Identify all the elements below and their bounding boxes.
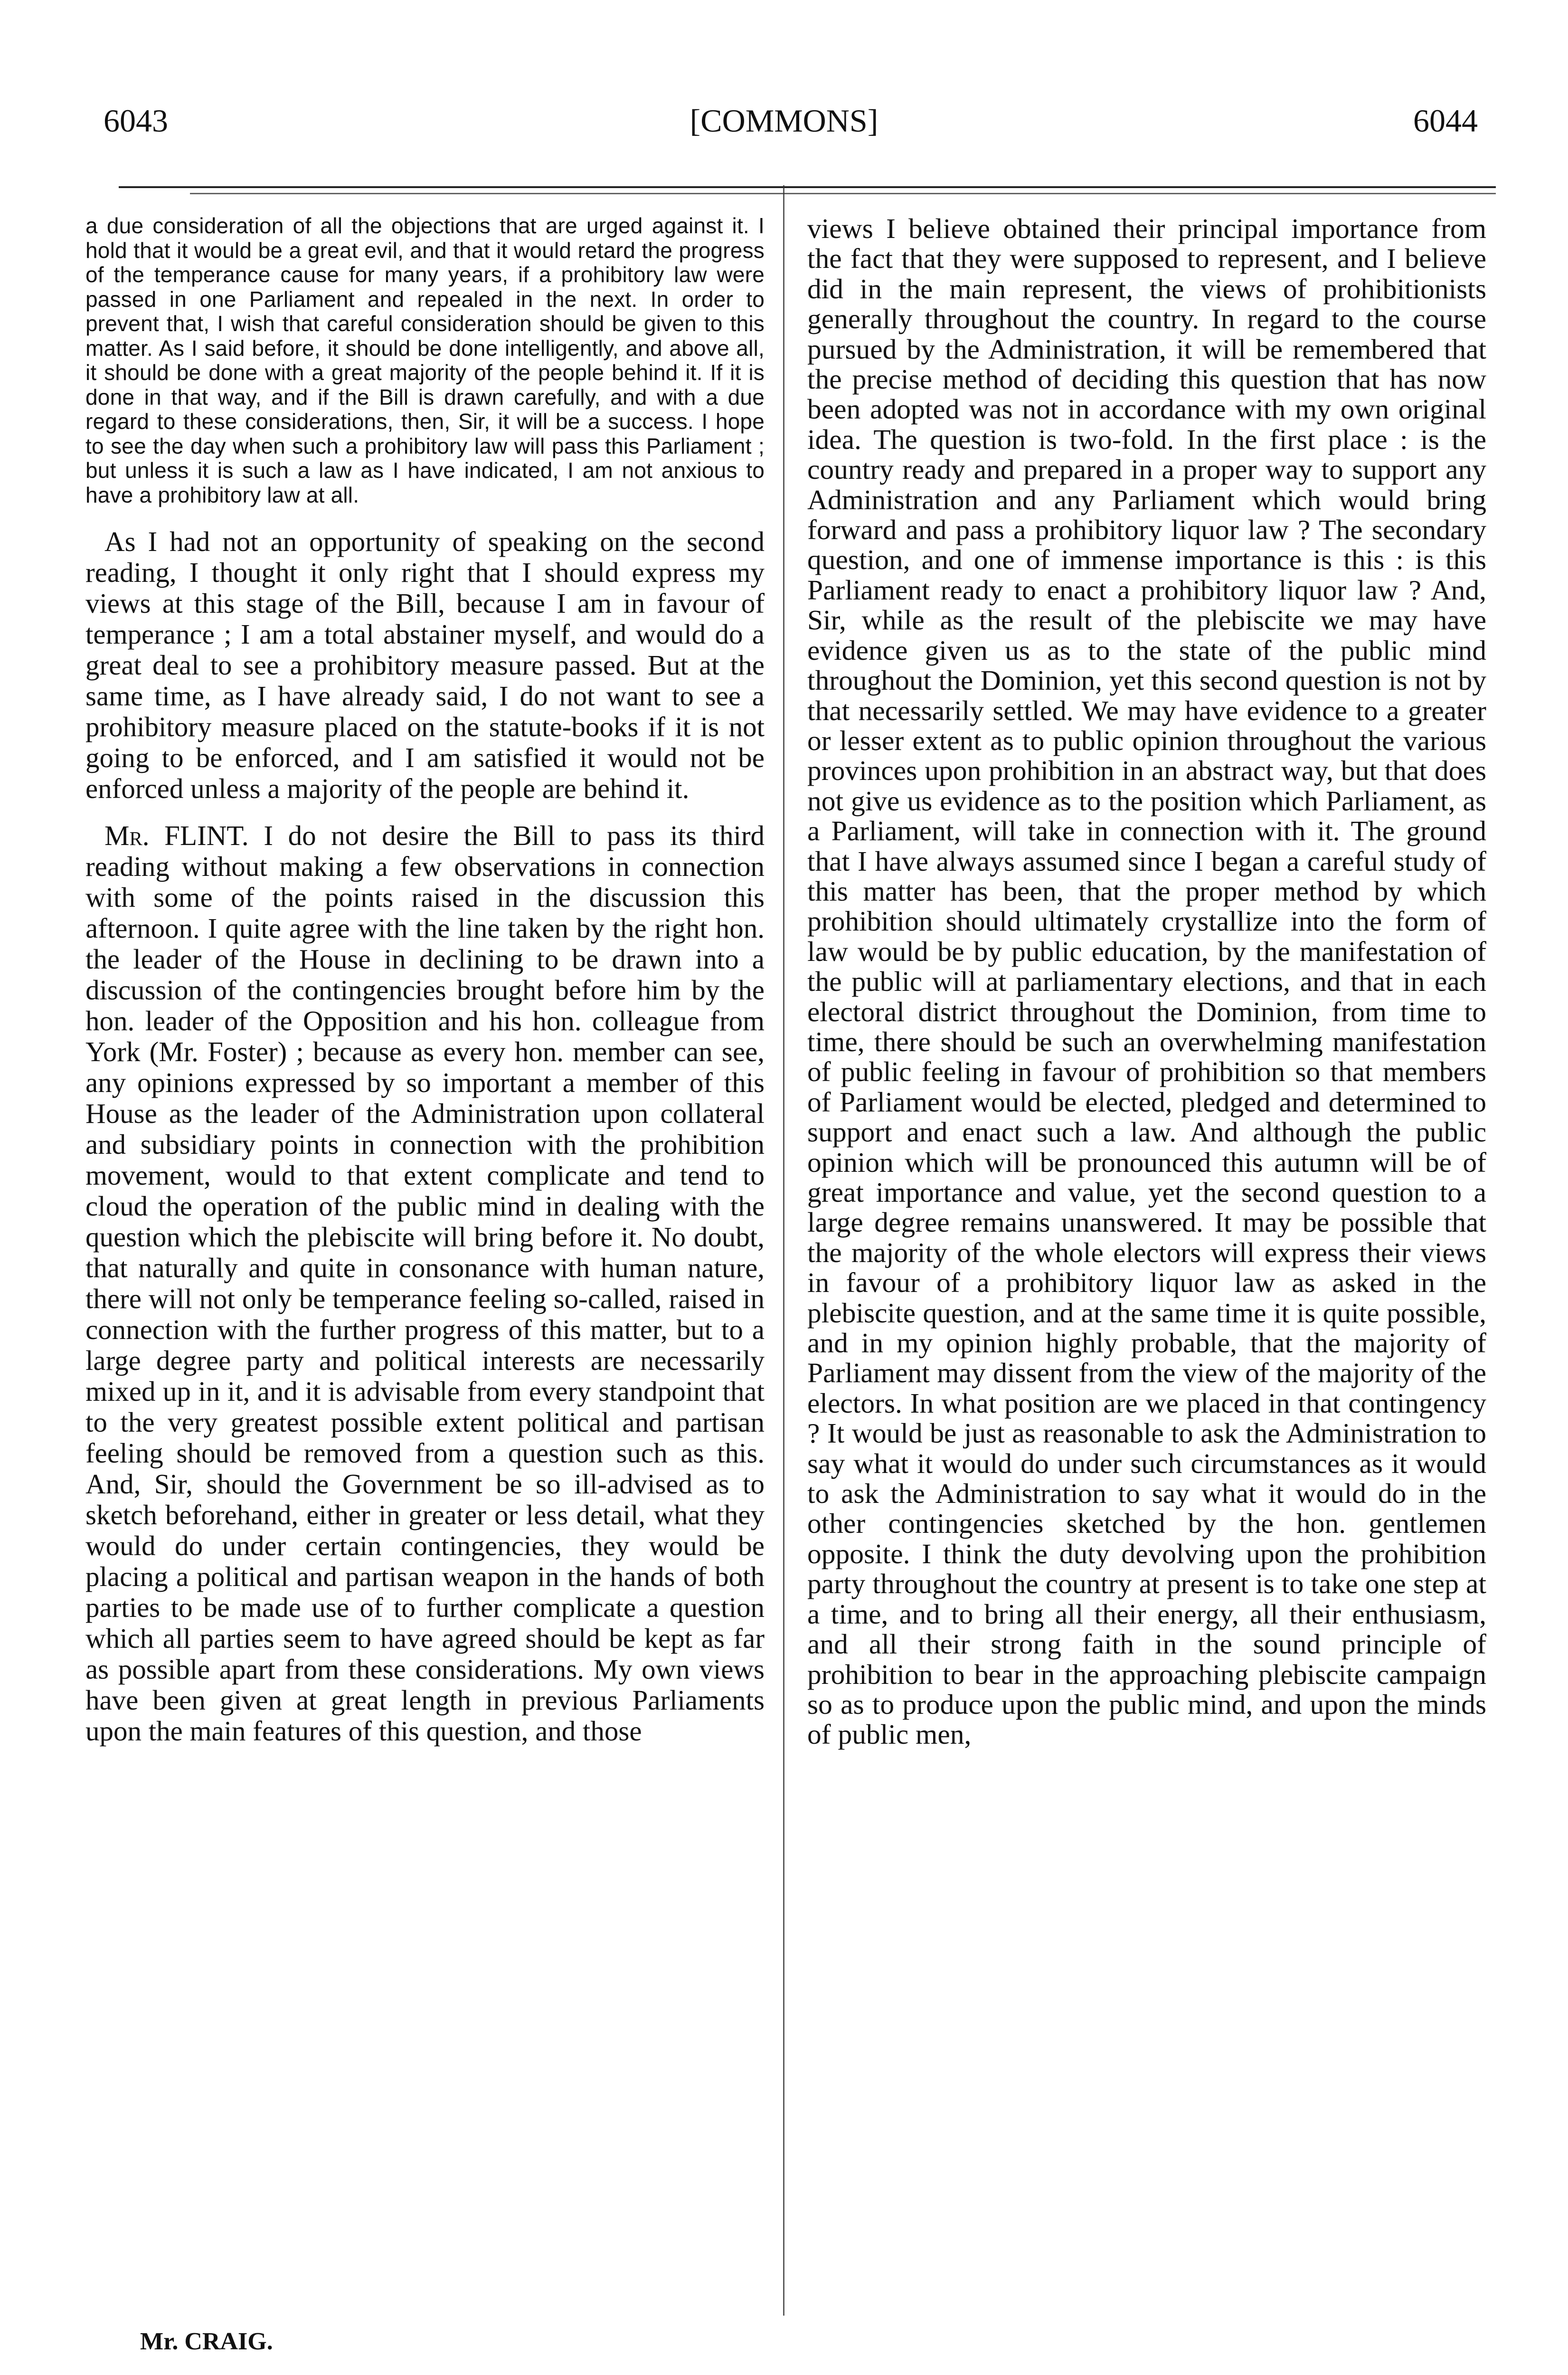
page-number-right: 6044 bbox=[1413, 103, 1478, 139]
page-number-left: 6043 bbox=[104, 103, 168, 139]
column-divider bbox=[783, 185, 784, 2316]
left-column bbox=[85, 214, 765, 1763]
left-paragraph-3 bbox=[85, 820, 765, 1747]
page-header bbox=[0, 93, 1568, 150]
left-paragraph-2: As I had not an opportunity of speaking on the second reading, I thought it only right that I should express my views at this stage of the Bill, because I am in favour of temperance ; I am a total abstainer myself, and would do a great deal to see a prohibitory measure passed. But at the same time, as I have already said, I do not want to see a prohibitory measure placed on the statute-books if it is not going to be enforced, and I am satisfied it would not be enforced unless a majority of the people are behind it. bbox=[85, 526, 765, 804]
right-paragraph-1: views I believe obtained their principal importance from the fact that they were supposed to represent, and I believe did in the main represent, the views of prohibitionists generally throughout the country. In regard to the course pursued by the Administration, it will be remembered that the precise method of deciding this question that has now been adopted was not in accordance with my own original idea. The question is two-fold. In the first place : is the country ready and prepared in a proper way to support any Administration and any Parliament which would bring forward and pass a prohibitory liquor law ? The secondary question, and one of immense importance is this : is this Parliament ready to enact a prohibitory liquor law ? And, Sir, while as the result of the plebiscite we may have evidence given us as to the state of the public mind throughout the Dominion, yet this second question is not by that necessarily settled. We may have evidence to a greater or lesser extent as to public opinion throughout the various provinces upon prohibition in an abstract way, but that does not give us evidence as to the position which Parliament, as a Parliament, will take in connection with it. The ground that I have always assumed since I began a careful study of this matter has been, that the proper method by which prohibition should ultimately crystallize into the form of law would be by public education, by the manifestation of the public will at parliamentary elections, and that in each electoral district throughout the Dominion, from time to time, there should be such an overwhelming manifestation of public feeling in favour of prohibition so that members of Parliament would be elected, pledged and determined to support and enact such a law. And although the public opinion which will be pronounced this autumn will be of great importance and value, yet the second question to a large degree remains unanswered. It may be possible that the majority of the whole electors will express their views in favour of a prohibitory liquor law as asked in the plebiscite question, and at the same time it is quite possible, and in my opinion highly probable, that the majority of Parliament may dissent from the view of the majority of the electors. In what position are we placed in that contingency ? It would be just as reasonable to ask the Administration to say what it would do under such circumstances as it would to ask the Administration to say what it would do in the other contingencies sketched by the hon. gentlemen opposite. I think the duty devolving upon the prohibition party throughout the country at present is to take one step at a time, and to bring all their energy, all their enthusiasm, and all their strong faith in the sound principle of prohibition to bear in the approaching plebiscite campaign so as to produce upon the public mind, and upon the minds of public men, bbox=[807, 213, 1486, 1750]
right-column bbox=[807, 214, 1486, 1750]
running-title: [COMMONS] bbox=[690, 103, 878, 139]
header-rule-secondary bbox=[190, 193, 1496, 194]
left-paragraph-1: a due consideration of all the objections that are urged against it. I hold that it would be a great evil, and that it would retard the progress of the temperance cause for many years, if a prohibitory law were passed in one Parliament and repealed in the next. In order to prevent that, I wish that careful consideration should be given to this matter. As I said before, it should be done intelligently, and above all, it should be done with a great majority of the people behind it. If it is done in that way, and if the Bill is drawn carefully, and with a due regard to these considerations, then, Sir, it will be a success. I hope to see the day when such a prohibitory law will pass this Parliament ; but unless it is such a law as I have indicated, I am not anxious to have a prohibitory law at all. bbox=[85, 213, 765, 507]
running-footer: Mr. CRAIG. bbox=[140, 2328, 273, 2355]
speaker-name: Mr. FLINT. bbox=[104, 820, 249, 851]
header-rule bbox=[119, 186, 1496, 188]
speech-text: I do not desire the Bill to pass its third reading without making a few observations in connection with some of the points raised in the discussion this afternoon. I quite agree with the line taken by the right hon. the leader of the House in declining to be drawn into a discussion of the contingencies brought before him by the hon. leader of the Opposition and his hon. colleague from York (Mr. Foster) ; because as every hon. member can see, any opinions expressed by so important a member of this House as the leader of the Administration upon collateral and subsidiary points in connection with the prohibition movement, would to that extent complicate and tend to cloud the operation of the public mind in dealing with the question which the plebiscite will bring before it. No doubt, that naturally and quite in consonance with human nature, there will not only be temperance feeling so-called, raised in connection with the further progress of this matter, but to a large degree party and political interests are necessarily mixed up in it, and it is advisable from every standpoint that to the very greatest possible extent political and partisan feeling should be removed from a question such as this. And, Sir, should the Government be so ill-advised as to sketch beforehand, either in greater or less detail, what they would do under certain contingencies, they would be placing a political and partisan weapon in the hands of both parties to be made use of to further complicate a question which all parties seem to have agreed should be kept as far as possible apart from these considerations. My own views have been given at great length in previous Parliaments upon the main features of this question, and those bbox=[85, 820, 765, 1747]
